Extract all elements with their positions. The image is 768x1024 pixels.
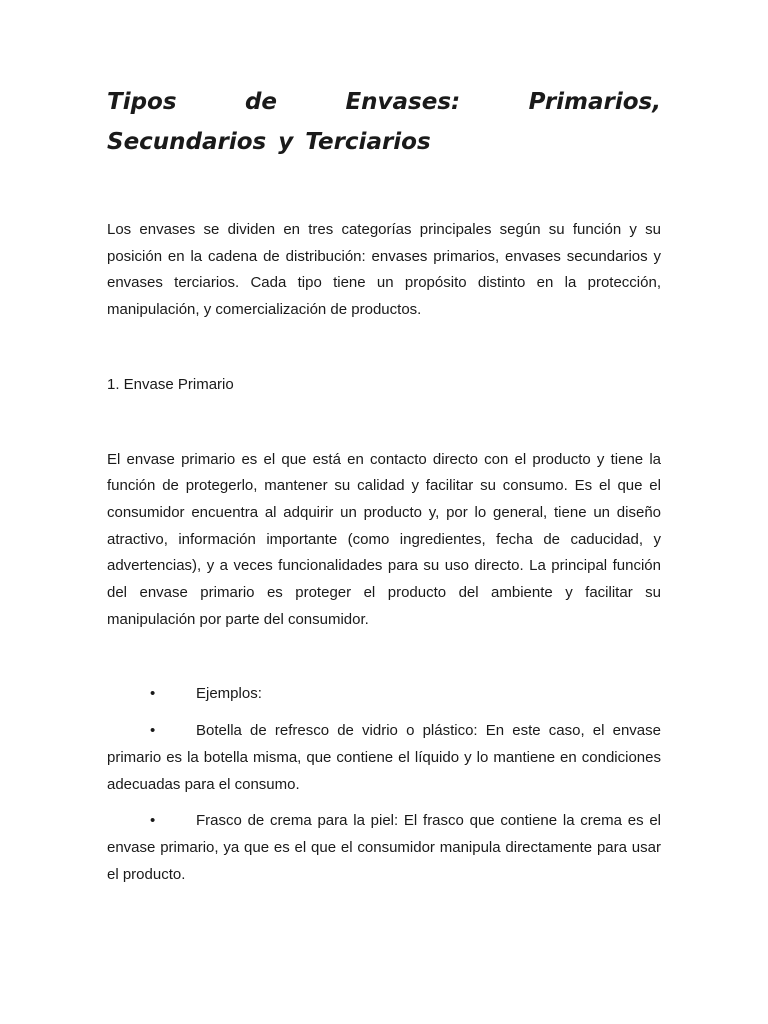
examples-list [107, 681, 661, 888]
list-item-text: Botella de refresco de vidrio o plástico: En este caso, el envase primario es la botella misma, que contiene el líquido y lo mantiene en condiciones adecuadas para el consumo. [107, 722, 661, 793]
intro-paragraph: Los envases se dividen en tres categorías principales según su función y su posición en la cadena de distribución: envases primarios, envases secundarios y envases terciarios. Cada tipo tiene un propósito distinto en la protección, manipulación, y comercialización de productos. [107, 221, 661, 319]
document-page [107, 82, 661, 898]
list-item [107, 681, 661, 708]
section-heading-envase-primario: 1. Envase Primario [107, 375, 234, 393]
bullet-icon: • [150, 685, 156, 703]
envase-primario-paragraph: El envase primario es el que está en contacto directo con el producto y tiene la función de protegerlo, mantener su calidad y facilitar su consumo. Es el que el consumidor encuentra al adquirir un producto y, por lo general, tiene un diseño atractivo, información importante (como ingredientes, fecha de caducidad, y advertencias), y a veces funcionalidades para su uso directo. La principal función del envase primario es proteger el producto del ambiente y facilitar su manipulación por parte del consumidor. [107, 450, 661, 628]
list-item [107, 718, 661, 798]
bullet-icon: • [150, 722, 156, 740]
list-item [107, 808, 661, 888]
list-item-text: Frasco de crema para la piel: El frasco que contiene la crema es el envase primario, ya que es el que el consumidor manipula directamente para usar el producto. [107, 812, 661, 883]
bullet-icon: • [150, 812, 156, 830]
list-item-text: Ejemplos: [196, 685, 262, 703]
document-title: Tipos de Envases: Primarios, Secundarios y Terciarios [107, 89, 661, 155]
